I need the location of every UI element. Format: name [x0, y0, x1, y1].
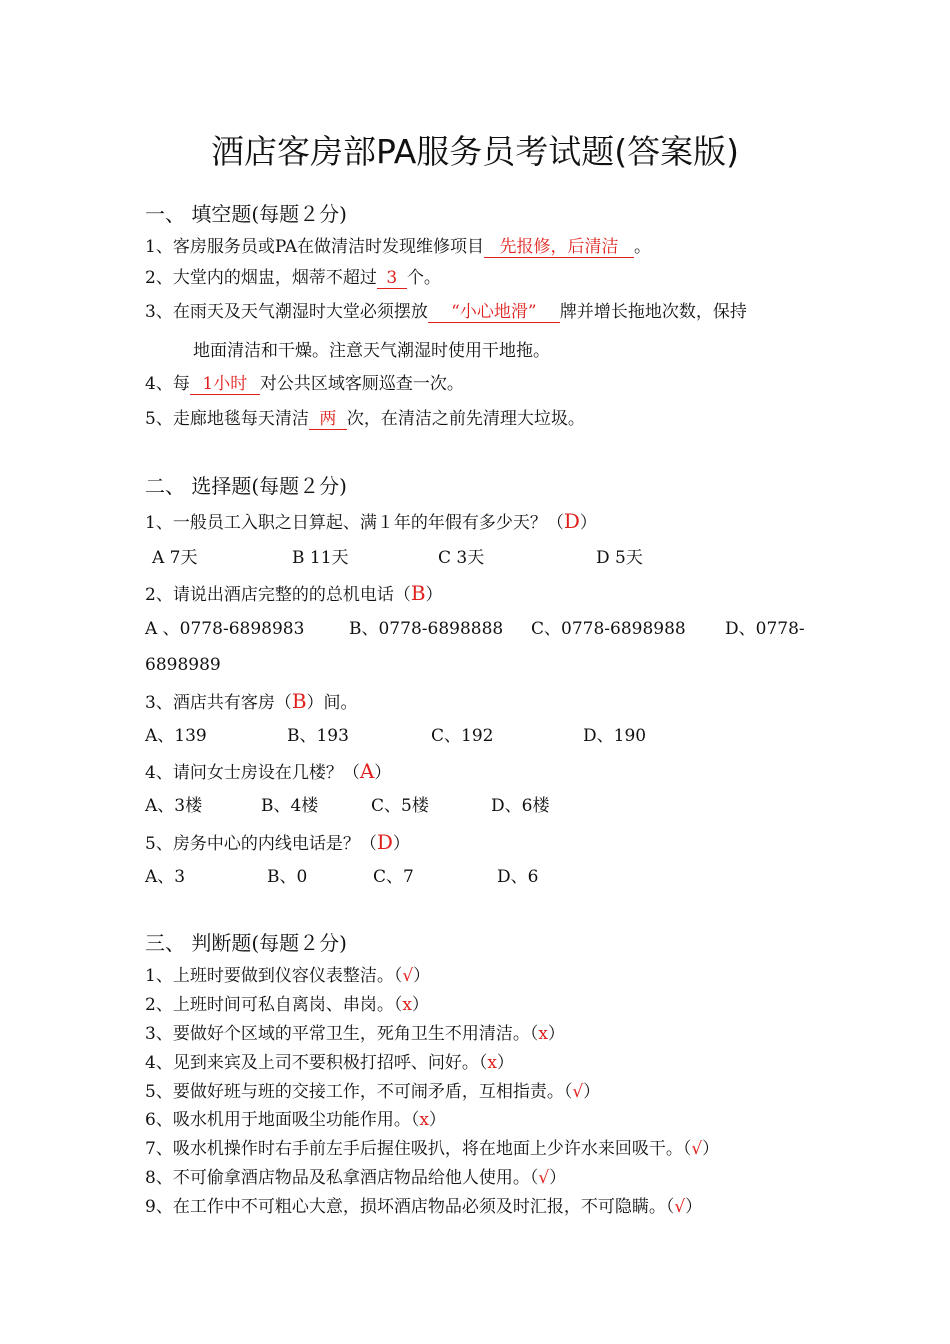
fill-question-3-continued: 地面清洁和干燥。注意天气潮湿时使用干地拖。	[193, 341, 550, 361]
option-b: B、0	[267, 867, 308, 887]
option-d: D 5天	[596, 548, 643, 568]
section-2-heading: 二、 选择题(每题２分)	[145, 474, 347, 498]
question-text: 4、见到来宾及上司不要积极打招呼、问好。（	[145, 1053, 488, 1073]
question-text-end: ）	[496, 1053, 514, 1073]
option-a: A、3楼	[145, 796, 203, 816]
option-c: C 3天	[438, 548, 485, 568]
option-b: B、0778-6898888	[349, 619, 504, 639]
choice-options-2-continued: 6898989	[145, 655, 221, 675]
choice-question-2	[145, 582, 443, 606]
question-text-end: 次，在清洁之前先清理大垃圾。	[346, 409, 585, 429]
answer-blank: “小心地滑”	[428, 302, 560, 323]
answer-letter: D	[376, 830, 393, 854]
question-text-end: ）	[702, 1139, 720, 1159]
question-text: 2、请说出酒店完整的的总机电话（	[145, 585, 411, 605]
judge-question-1	[145, 965, 430, 987]
question-text: 4、每	[145, 374, 190, 394]
option-a: A、139	[145, 726, 207, 746]
answer-mark: x	[487, 1053, 497, 1073]
answer-mark: √	[402, 966, 414, 986]
fill-question-1	[145, 236, 651, 258]
question-text: 3、酒店共有客房（	[145, 693, 292, 713]
choice-options-4	[145, 795, 825, 817]
answer-mark: x	[419, 1110, 429, 1130]
option-c: C、5楼	[371, 796, 429, 816]
answer-letter: B	[410, 581, 426, 605]
question-text-end: ）	[413, 966, 431, 986]
judge-question-8	[145, 1167, 566, 1189]
question-text: 1、上班时要做到仪容仪表整洁。（	[145, 966, 403, 986]
question-text-end: ）间。	[306, 693, 358, 713]
question-text: 7、吸水机操作时右手前左手后握住吸扒，将在地面上少许水来回吸干。（	[145, 1139, 692, 1159]
choice-question-4	[145, 760, 391, 784]
question-text-end: ）	[411, 995, 429, 1015]
question-text-end: ）	[425, 585, 443, 605]
judge-question-5	[145, 1081, 600, 1103]
option-d: D、0778-	[725, 619, 805, 639]
choice-question-3	[145, 690, 358, 714]
question-text-end: 个。	[406, 268, 441, 288]
question-text-end: ）	[685, 1197, 703, 1217]
judge-question-3	[145, 1023, 565, 1045]
answer-mark: √	[538, 1168, 550, 1188]
fill-question-4	[145, 373, 464, 395]
answer-blank: 两	[309, 409, 347, 430]
question-text: 1、客房服务员或PA在做清洁时发现维修项目	[145, 237, 484, 257]
choice-options-5	[145, 866, 825, 888]
section-3-heading: 三、 判断题(每题２分)	[145, 931, 347, 955]
option-d: D、6	[497, 867, 539, 887]
choice-question-5	[145, 831, 410, 855]
answer-mark: x	[402, 995, 412, 1015]
question-text: 9、在工作中不可粗心大意，损坏酒店物品必须及时汇报，不可隐瞒。（	[145, 1197, 675, 1217]
answer-blank: 1小时	[190, 374, 260, 395]
option-a: A、3	[145, 867, 186, 887]
judge-question-7	[145, 1138, 719, 1160]
question-text-end: ）	[583, 1082, 601, 1102]
option-b: B 11天	[292, 548, 349, 568]
question-text: 3、要做好个区域的平常卫生，死角卫生不用清洁。（	[145, 1024, 539, 1044]
question-text: 5、走廊地毯每天清洁	[145, 409, 309, 429]
question-text: 8、不可偷拿酒店物品及私拿酒店物品给他人使用。（	[145, 1168, 539, 1188]
answer-letter: B	[291, 689, 307, 713]
answer-blank: 3	[377, 268, 407, 289]
choice-options-1	[152, 547, 852, 569]
question-text-end: 。	[633, 237, 651, 257]
section-1-heading: 一、 填空题(每题２分)	[145, 202, 347, 226]
choice-question-1	[145, 510, 597, 534]
choice-options-2	[145, 618, 825, 640]
question-text-end: ）	[374, 763, 392, 783]
option-b: B、4楼	[261, 796, 319, 816]
question-text: 5、要做好班与班的交接工作，不可闹矛盾，互相指责。（	[145, 1082, 573, 1102]
answer-letter: A	[359, 759, 375, 783]
question-text-end: ）	[428, 1110, 446, 1130]
answer-mark: x	[538, 1024, 548, 1044]
option-c: C、192	[431, 726, 494, 746]
choice-options-3	[145, 725, 825, 747]
question-text-end: 牌并增长拖地次数，保持	[559, 302, 747, 322]
fill-question-2	[145, 267, 441, 289]
fill-question-3	[145, 301, 747, 323]
option-b: B、193	[287, 726, 349, 746]
question-text: 6、吸水机用于地面吸尘功能作用。（	[145, 1110, 420, 1130]
question-text: 1、一般员工入职之日算起、满１年的年假有多少天？（	[145, 513, 564, 533]
page-title: 酒店客房部PA服务员考试题(答案版)	[210, 132, 740, 171]
answer-mark: √	[674, 1197, 686, 1217]
question-text-end: ）	[392, 834, 410, 854]
answer-mark: √	[691, 1139, 703, 1159]
answer-mark: √	[572, 1082, 584, 1102]
judge-question-2	[145, 994, 429, 1016]
question-text: 5、房务中心的内线电话是？（	[145, 834, 377, 854]
option-a: A 7天	[152, 548, 198, 568]
question-text: 4、请问女士房设在几楼？（	[145, 763, 360, 783]
question-text: 2、大堂内的烟盅，烟蒂不超过	[145, 268, 377, 288]
judge-question-6	[145, 1109, 446, 1131]
answer-letter: D	[563, 509, 580, 533]
question-text-end: ）	[549, 1168, 567, 1188]
judge-question-9	[145, 1196, 702, 1218]
question-text-end: 对公共区域客厕巡查一次。	[259, 374, 464, 394]
option-a: A 、0778-6898983	[145, 619, 305, 639]
question-text: 3、在雨天及天气潮湿时大堂必须摆放	[145, 302, 428, 322]
option-d: D、6楼	[491, 796, 550, 816]
question-text-end: ）	[579, 513, 597, 533]
option-d: D、190	[583, 726, 647, 746]
answer-blank: 先报修，后清洁	[484, 237, 634, 258]
question-text: 2、上班时间可私自离岗、串岗。（	[145, 995, 403, 1015]
fill-question-5	[145, 408, 585, 430]
option-c: C、0778-6898988	[531, 619, 686, 639]
option-c: C、7	[373, 867, 414, 887]
question-text-end: ）	[547, 1024, 565, 1044]
judge-question-4	[145, 1052, 514, 1074]
